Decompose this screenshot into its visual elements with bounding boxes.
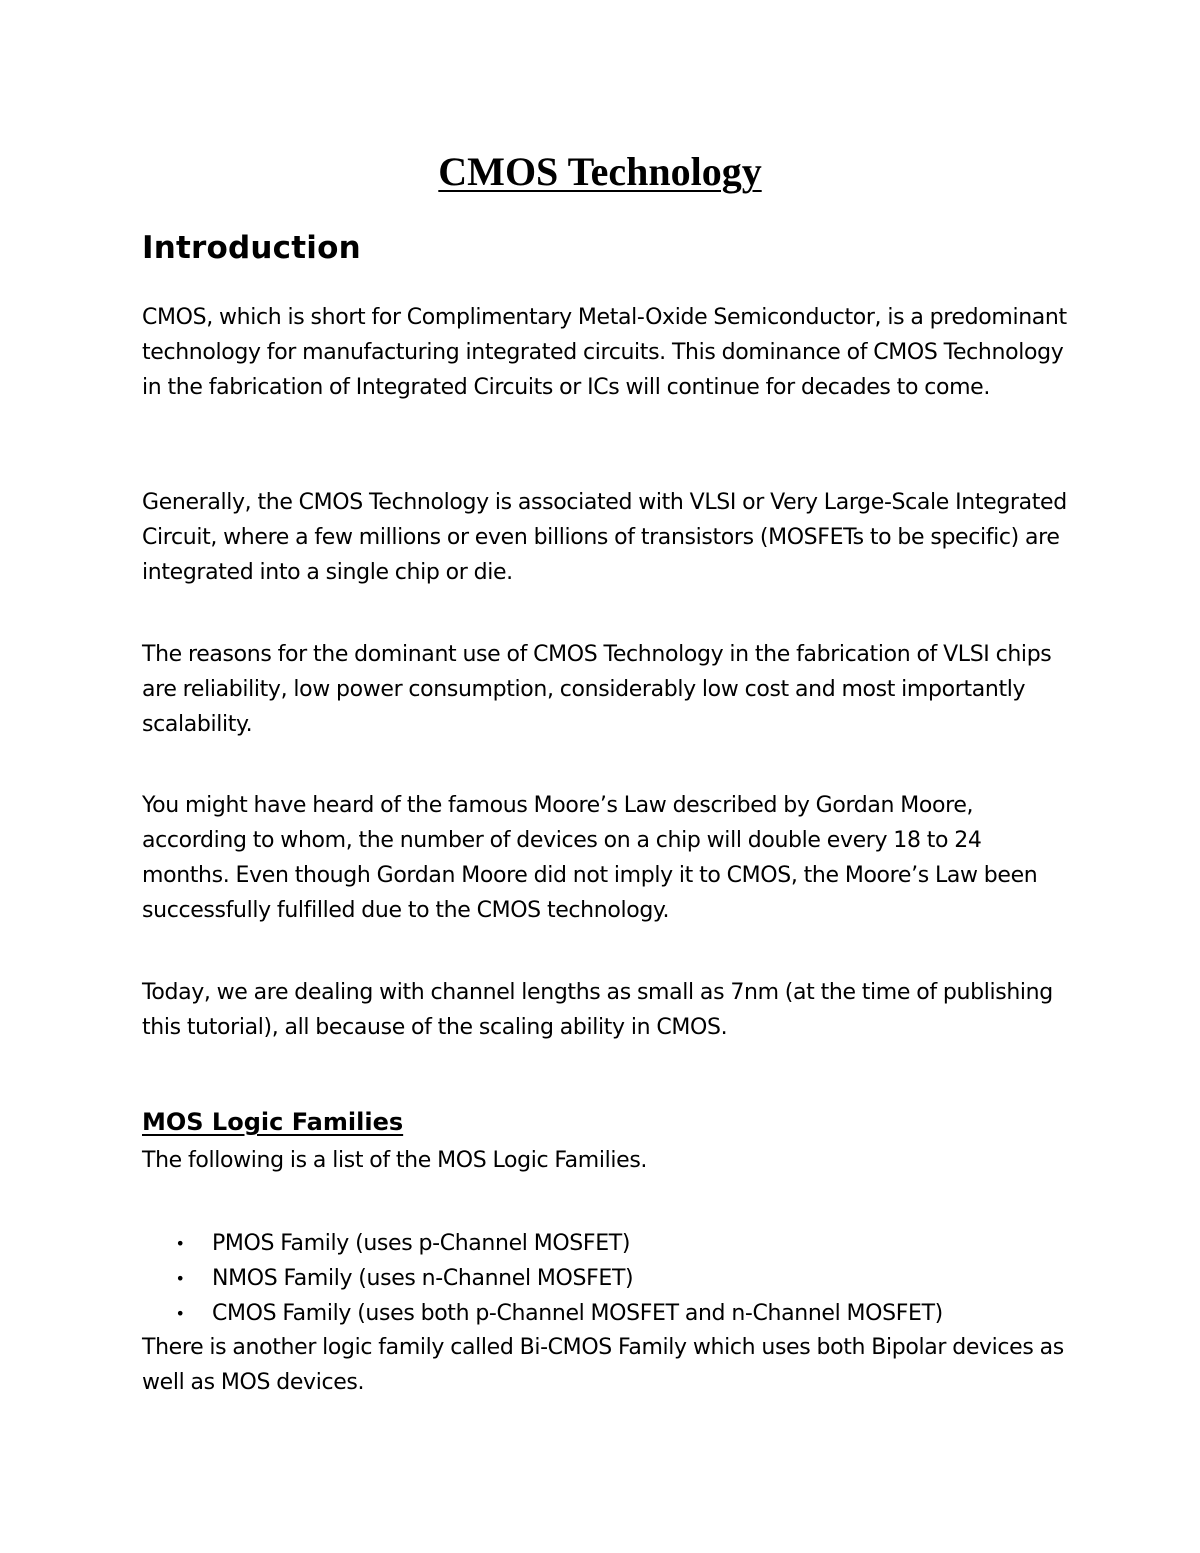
section-heading-mos-logic-families: MOS Logic Families: [142, 1108, 404, 1136]
list-item: [0, 1226, 1200, 1261]
intro-paragraph-5: Today, we are dealing with channel lengths as small as 7nm (at the time of publishing this tutorial), all because of the scaling ability in CMOS.: [142, 980, 1053, 1040]
list-item-text: PMOS Family (uses p-Channel MOSFET): [212, 1231, 631, 1256]
list-item-text: CMOS Family (uses both p-Channel MOSFET and n-Channel MOSFET): [212, 1301, 943, 1326]
bullet-icon: •: [175, 1234, 185, 1253]
mos-families-outro: There is another logic family called Bi-CMOS Family which uses both Bipolar devices as well as MOS devices.: [142, 1335, 1064, 1395]
bullet-icon: •: [175, 1269, 185, 1288]
intro-paragraph-4: You might have heard of the famous Moore’s Law described by Gordan Moore, according to whom, the number of devices on a chip will double every 18 to 24 months. Even though Gordan Moore did not imply it to CMOS, the Moore’s Law been successfully fulfilled due to the CMOS technology.: [142, 793, 1038, 923]
intro-paragraph-2: Generally, the CMOS Technology is associated with VLSI or Very Large-Scale Integrated Circuit, where a few millions or even billions of transistors (MOSFETs to be specific) are integrated into a single chip or die.: [142, 490, 1067, 585]
list-item: [0, 1261, 1200, 1296]
list-item: [0, 1296, 1200, 1331]
section-heading-introduction: Introduction: [142, 230, 361, 266]
mos-families-list: [0, 1226, 1200, 1331]
bullet-icon: •: [175, 1304, 185, 1323]
mos-families-intro: The following is a list of the MOS Logic Families.: [142, 1148, 648, 1173]
intro-paragraph-1: CMOS, which is short for Complimentary Metal-Oxide Semiconductor, is a predominant technology for manufacturing integrated circuits. This dominance of CMOS Technology in the fabrication of Integrated Circuits or ICs will continue for decades to come.: [142, 305, 1067, 400]
intro-paragraph-3: The reasons for the dominant use of CMOS Technology in the fabrication of VLSI chips are reliability, low power consumption, considerably low cost and most importantly scalability.: [142, 642, 1052, 737]
list-item-text: NMOS Family (uses n-Channel MOSFET): [212, 1266, 634, 1291]
document-title: CMOS Technology: [438, 149, 762, 194]
